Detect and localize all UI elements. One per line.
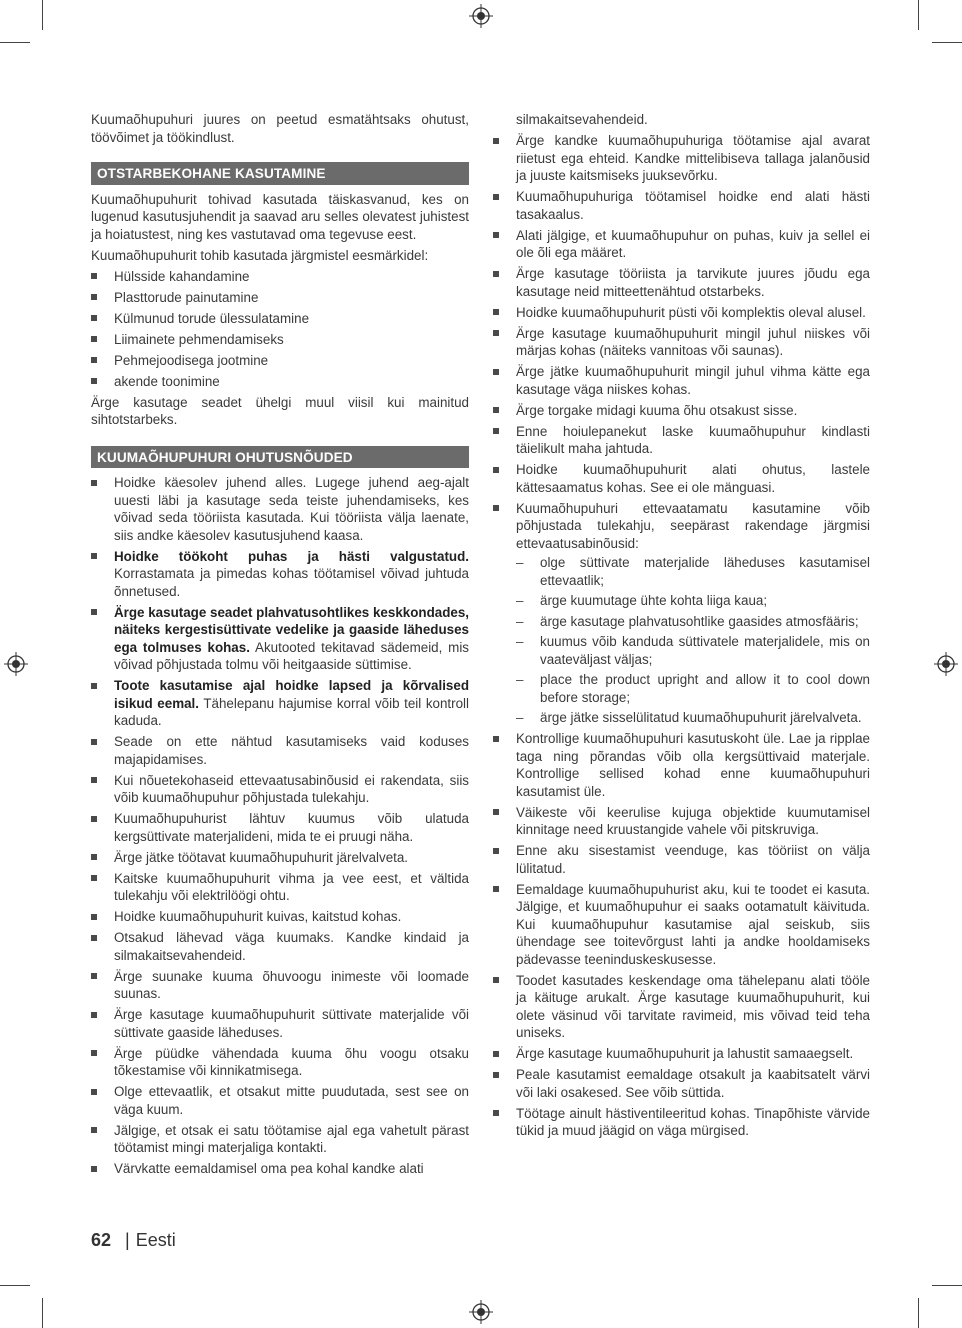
list-item-continuation: silmakaitsevahendeid. (516, 112, 648, 127)
list-item: Ärge kasutage kuumaõhupuhurit ja lahustit samaaegselt. (493, 1045, 870, 1063)
list-item: Jälgige, et otsak ei satu töötamise ajal ega vahetult pärast töötamist mingi materjaliga kontakti. (91, 1122, 469, 1157)
safety-list-continued (493, 111, 870, 1140)
paragraph: Kuumaõhupuhurit tohib kasutada järgmistel eesmärkidel: (91, 247, 429, 263)
list-item: Kontrollige kuumaõhupuhuri kasutuskoht üle. Lae ja ripplae taga ning põrandas võib olla kergsüttivaid materjale. Kontrollige sellised kohad enne kuumaõhupuhuri kasutamist üle. (493, 730, 870, 800)
registration-mark-icon (934, 652, 958, 676)
list-item: Toodet kasutades keskendage oma tähelepanu alati tööle ja käituge arukalt. Ärge kasutage kuumaõhupuhurit, kui olete väsinud või tarvitate ravimeid, mis võivad teid teha uniseks. (493, 972, 870, 1042)
item-text: Korrastamata ja pimedas kohas töötamisel võivad juhtuda õnnetused. (114, 566, 469, 599)
list-item: Kui nõuetekohaseid ettevaatusabinõusid ei rakendata, siis võib kuumaõhupuhur põhjustada tulekahju. (91, 772, 469, 807)
crop-mark (42, 0, 43, 30)
list-item: Hülsside kahandamine (91, 268, 469, 286)
list-item: Ärge jätke töötavat kuumaõhupuhurit järelvalveta. (91, 849, 469, 867)
list-item (493, 500, 870, 727)
section-heading-intended-use: OTSTARBEKOHANE KASUTAMINE (91, 162, 469, 185)
safety-list (91, 474, 469, 1178)
list-item: Ärge kasutage kuumaõhupuhurit mingil juhul niiskes või märjas kohas (näiteks vannitoas või saunas). (493, 325, 870, 360)
paragraph: Ärge kasutage seadet ühelgi muul viisil kui mainitud sihtotstarbeks. (91, 394, 469, 427)
list-item: Enne aku sisestamist veenduge, kas tööriist on välja lülitatud. (493, 842, 870, 877)
list-item: Väikeste või keerulise kujuga objektide kuumutamisel kinnitage need kruustangide vahele või pitskruviga. (493, 804, 870, 839)
list-item: Eemaldage kuumaõhupuhurist aku, kui te toodet ei kasuta. Jälgige, et kuumaõhupuhur ei saaks ootamatult käivituda. Kui kuumaõhupuhur kasutamise ajal seiskub, siis ühendage see toitevõrgust lahti ja andke hooldamiseks pädevasse teeninduskeskusesse. (493, 881, 870, 969)
footer-language: Eesti (135, 1230, 176, 1250)
list-item: Ärge kasutage kuumaõhupuhurit süttivate materjalide või süttivate gaaside läheduses. (91, 1006, 469, 1041)
list-item: Ärge püüdke vähendada kuuma õhu voogu otsaku tõkestamise või kinnikatmisega. (91, 1045, 469, 1080)
item-text: Kuumaõhupuhuri ettevaatamatu kasutamine võib põhjustada tulekahju, seepärast rakendage järgmisi ettevaatusabinõusid: (516, 500, 870, 551)
list-item: Külmunud torude ülessulatamine (91, 310, 469, 328)
uses-list (91, 268, 469, 391)
list-item (91, 604, 469, 674)
registration-mark-icon (469, 1300, 493, 1324)
crop-mark (932, 42, 962, 43)
dash-item: – olge süttivate materjalide läheduses kasutamisel ettevaatlik; (516, 554, 870, 589)
list-item: Liimainete pehmendamiseks (91, 331, 469, 349)
crop-mark (42, 1298, 43, 1328)
precautions-list (516, 554, 870, 727)
section-heading-safety: KUUMAÕHUPUHURI OHUTUSNÕUDED (91, 446, 469, 469)
dash-item: – ärge kasutage plahvatusohtlike gaasides atmosfääris; (516, 613, 870, 631)
bold-text: Ärge kasutage seadet plahvatusohtlikes keskkondades, näiteks kergestisüttivate vedelike ja gaaside läheduses ega tolmuses kohas. (114, 604, 469, 655)
list-item: Seade on ette nähtud kasutamiseks vaid koduses majapidamises. (91, 733, 469, 768)
list-item (91, 677, 469, 730)
list-item: Pehmejoodisega jootmine (91, 352, 469, 370)
bold-text: Toote kasutamise ajal hoidke lapsed ja kõrvalised isikud eemal. (114, 678, 469, 711)
intro-paragraph: Kuumaõhupuhuri juures on peetud esmatähtsaks ohutust, töövõimet ja töökindlust. (91, 112, 469, 145)
dash-item: – kuumus võib kanduda süttivatele materjalidele, mis on vaateväljast väljas; (516, 633, 870, 668)
left-column (91, 111, 469, 1181)
list-item: Hoidke kuumaõhupuhurit kuivas, kaitstud kohas. (91, 908, 469, 926)
list-item: Hoidke kuumaõhupuhurit alati ohutus, lastele kättesaamatus kohas. See ei ole mänguasi. (493, 461, 870, 496)
list-item: Olge ettevaatlik, et otsakut mitte puudutada, sest see on väga kuum. (91, 1083, 469, 1118)
crop-mark (0, 42, 30, 43)
right-column (493, 111, 870, 1143)
list-item: Ärge kandke kuumaõhupuhuriga töötamise ajal avarat riietust ega ehteid. Kandke mittelibiseva tallaga jalanõusid ja juuste kaitsmiseks juuksevõrku. (493, 132, 870, 185)
list-item: Otsakud lähevad väga kuumaks. Kandke kindaid ja silmakaitsevahendeid. (91, 929, 469, 964)
list-item: Plasttorude painutamine (91, 289, 469, 307)
dash-item: – ärge jätke sisselülitatud kuumaõhupuhurit järelvalveta. (516, 709, 870, 727)
dash-item: – ärge kuumutage ühte kohta liiga kaua; (516, 592, 870, 610)
page-footer (91, 1230, 176, 1251)
dash-item: – place the product upright and allow it to cool down before storage; (516, 671, 870, 706)
footer-separator: | (125, 1230, 130, 1250)
page-number: 62 (91, 1230, 112, 1250)
list-item: Värvkatte eemaldamisel oma pea kohal kandke alati (91, 1160, 469, 1178)
list-item: Kuumaõhupuhurist lähtuv kuumus võib ulatuda kergsüttivate materjalideni, mida te ei pruugi näha. (91, 810, 469, 845)
item-text: Akutooted tekitavad sädemeid, mis võivad põhjustada tolmu või heitgaaside süttimise. (114, 639, 469, 672)
crop-mark (932, 1285, 962, 1286)
paragraph: Kuumaõhupuhurit tohivad kasutada täiskasvanud, kes on lugenud kasutusjuhendit ja saavad aru selles olevatest juhistest ja hoiatustest, ning kes vastutavad oma tegevuse eest. (91, 191, 469, 242)
list-item (91, 548, 469, 601)
crop-mark (918, 1298, 919, 1328)
crop-mark (0, 1285, 30, 1286)
list-item: Ärge kasutage tööriista ja tarvikute juures jõudu ega kasutage neid mitteettenähtud otstarbeks. (493, 265, 870, 300)
registration-mark-icon (469, 4, 493, 28)
list-item: Hoidke käesolev juhend alles. Lugege juhend aeg-ajalt uuesti läbi ja kasutage seda teiste juhendamiseks, kes võivad seda tööriista kasutada. Kui tööriista välja laenate, siis andke käesolev kasutusjuhend kaasa. (91, 474, 469, 544)
registration-mark-icon (4, 652, 28, 676)
item-text: Tähelepanu hajumise korral võib teil kontroll kaduda. (114, 695, 469, 728)
list-item: Enne hoiulepanekut laske kuumaõhupuhur kindlasti täielikult maha jahtuda. (493, 423, 870, 458)
list-item: Töötage ainult hästiventileeritud kohas. Tinapõhiste värvide tükid ja muud jäägid on väga mürgised. (493, 1105, 870, 1140)
list-item: Kaitske kuumaõhupuhurit vihma ja vee eest, et vältida tulekahju või elektrilöögi ohtu. (91, 870, 469, 905)
crop-mark (918, 0, 919, 30)
list-item: Ärge torgake midagi kuuma õhu otsakust sisse. (493, 402, 870, 420)
list-item: Ärge jätke kuumaõhupuhurit mingil juhul vihma kätte ega kasutage väga niiskes kohas. (493, 363, 870, 398)
list-item: Peale kasutamist eemaldage otsakult ja kaabitsatelt värvi või laki osakesed. See võib süttida. (493, 1066, 870, 1101)
list-item: Kuumaõhupuhuriga töötamisel hoidke end alati hästi tasakaalus. (493, 188, 870, 223)
list-item: Ärge suunake kuuma õhuvoogu inimeste või loomade suunas. (91, 968, 469, 1003)
list-item: Alati jälgige, et kuumaõhupuhur on puhas, kuiv ja sellel ei ole õli ega määret. (493, 227, 870, 262)
list-item: akende toonimine (91, 373, 469, 391)
list-item: Hoidke kuumaõhupuhurit püsti või komplektis oleval alusel. (493, 304, 870, 322)
bold-text: Hoidke töökoht puhas ja hästi valgustatud. (114, 548, 469, 564)
